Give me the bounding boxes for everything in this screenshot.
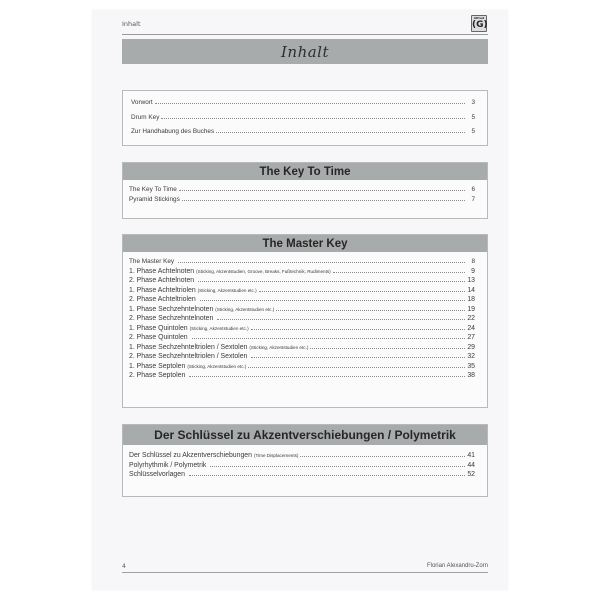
dot-leader (189, 471, 465, 476)
toc-entry-note: (Sticking, Akzentstudien etc.) (187, 363, 247, 369)
toc-entry[interactable] (129, 196, 475, 206)
toc-entry[interactable] (129, 452, 475, 462)
toc-entry-page: 32 (467, 353, 475, 360)
toc-entry[interactable] (129, 344, 475, 354)
toc-section-intro (122, 90, 488, 146)
toc-entry-label: Polyrhythmik / Polymetrik (129, 461, 207, 469)
toc-entry-label: 1. Phase Quintolen (129, 324, 188, 332)
toc-section-key-to-time (122, 162, 488, 219)
dot-leader (333, 268, 465, 273)
toc-entry-label: 1. Phase Sechzehntelnoten (129, 305, 214, 313)
toc-entry[interactable] (131, 128, 475, 138)
toc-entry-label: 2. Phase Sechzehntelnoten (129, 315, 214, 322)
toc-entry-label: The Key To Time (129, 186, 177, 193)
dot-leader (251, 325, 465, 330)
dot-leader (155, 99, 465, 104)
dot-leader (310, 344, 465, 349)
dot-leader (198, 277, 465, 282)
footer-page-number: 4 (122, 563, 126, 570)
toc-entry-label: Vorwort (131, 99, 153, 106)
toc-entry-page: 5 (471, 128, 475, 135)
dot-leader (216, 128, 465, 133)
toc-entry-page: 5 (471, 113, 475, 121)
publisher-logo-icon: (G) (472, 20, 488, 30)
page-title: Inhalt (280, 42, 329, 61)
dot-leader (200, 296, 465, 301)
toc-entry-label: Zur Handhabung des Buches (131, 128, 215, 135)
dot-leader (276, 306, 465, 311)
toc-entry[interactable] (131, 99, 475, 109)
section-heading: Der Schlüssel zu Akzentverschiebungen / Polymetrik (123, 425, 487, 445)
toc-entry-note: (Sticking, Akzentstudien etc.) (189, 325, 249, 331)
toc-entry-page: 52 (467, 471, 475, 478)
toc-entry[interactable] (129, 334, 475, 344)
toc-entry-page: 19 (467, 305, 475, 313)
toc-entry-page: 9 (471, 267, 475, 275)
toc-entry-label: 1. Phase Septolen (129, 362, 186, 370)
header-divider (122, 34, 488, 35)
dot-leader (259, 287, 465, 292)
section-heading: The Key To Time (123, 163, 487, 180)
toc-entry-label: Schlüsselvorlagen (129, 471, 185, 478)
toc-entry[interactable] (129, 462, 475, 472)
toc-entry-label: 2. Phase Septolen (129, 372, 186, 379)
section-heading: The Master Key (123, 235, 487, 252)
dot-leader (179, 186, 465, 191)
dot-leader (217, 315, 465, 320)
toc-entry[interactable] (129, 363, 475, 373)
toc-entry-page: 13 (467, 277, 475, 284)
toc-section-master-key (122, 234, 488, 408)
toc-entry-page: 7 (471, 195, 475, 203)
toc-entry-page: 24 (467, 324, 475, 332)
dot-leader (251, 353, 465, 358)
toc-entry-label: 1. Phase Achtelnoten (129, 267, 195, 275)
toc-entry-page: 41 (467, 452, 475, 459)
toc-entry-page: 35 (467, 362, 475, 370)
toc-entry-label: Der Schlüssel zu Akzentverschiebungen (129, 452, 252, 459)
dot-leader (192, 334, 465, 339)
publisher-logo (471, 15, 487, 32)
toc-entry[interactable] (129, 296, 475, 306)
toc-entry[interactable] (129, 287, 475, 297)
toc-entry[interactable] (129, 186, 475, 196)
toc-entry-label: 2. Phase Achteltriolen (129, 296, 196, 303)
toc-entry[interactable] (129, 471, 475, 481)
toc-entry[interactable] (129, 268, 475, 278)
toc-entry[interactable] (129, 258, 475, 268)
toc-entry-label: 1. Phase Sechzehnteltriolen / Sextolen (129, 343, 248, 351)
toc-entry-label: Pyramid Stickings (129, 195, 180, 203)
toc-entry-note: (Sticking, Akzentstudien etc.) (197, 287, 257, 293)
toc-entry-label: Drum Key (131, 113, 160, 121)
footer-divider (122, 572, 488, 573)
toc-entry-page: 18 (467, 296, 475, 303)
toc-entry-note: (Sticking, Akzentstudien etc.) (249, 344, 309, 350)
toc-entry-page: 6 (471, 186, 475, 193)
toc-entry[interactable] (129, 277, 475, 287)
dot-leader (178, 258, 465, 263)
toc-entry[interactable] (129, 306, 475, 316)
toc-entry-page: 14 (467, 286, 475, 294)
footer-author: Florian Alexandru-Zorn (426, 563, 488, 569)
toc-entry-page: 29 (467, 343, 475, 351)
toc-entry-label: 2. Phase Achtelnoten (129, 277, 195, 284)
toc-entry[interactable] (129, 372, 475, 382)
dot-leader (300, 452, 465, 457)
toc-entry-page: 8 (471, 258, 475, 265)
toc-entry[interactable] (129, 353, 475, 363)
toc-entry-label: The Master Key (129, 258, 175, 265)
publisher-logo-text: Alfred (473, 16, 485, 20)
toc-entry-note: (Time Displacements) (253, 453, 299, 458)
toc-entry-label: 2. Phase Quintolen (129, 334, 188, 341)
toc-section-akzentverschiebungen (122, 424, 488, 497)
dot-leader (189, 372, 465, 377)
dot-leader (210, 462, 465, 467)
toc-entry[interactable] (129, 315, 475, 325)
dot-leader (161, 114, 465, 119)
toc-entry-page: 27 (467, 334, 475, 341)
toc-entry-label: 2. Phase Sechzehnteltriolen / Sextolen (129, 353, 248, 360)
page-title-banner (122, 39, 488, 64)
toc-entry-page: 44 (467, 461, 475, 469)
toc-entry[interactable] (131, 114, 475, 124)
toc-entry-page: 22 (467, 315, 475, 322)
toc-entry-label: 1. Phase Achteltriolen (129, 286, 196, 294)
toc-entry-note: (Sticking, Akzentstudien, Groove, Breaks, Fußtechnik, Rudiments) (196, 268, 331, 274)
toc-entry-note: (Sticking, Akzentstudien etc.) (215, 306, 275, 312)
toc-entry-page: 3 (471, 99, 475, 106)
dot-leader (248, 363, 465, 368)
toc-entry-page: 38 (467, 372, 475, 379)
running-header-title: Inhalt (122, 20, 141, 28)
toc-entry[interactable] (129, 325, 475, 335)
dot-leader (182, 196, 465, 201)
